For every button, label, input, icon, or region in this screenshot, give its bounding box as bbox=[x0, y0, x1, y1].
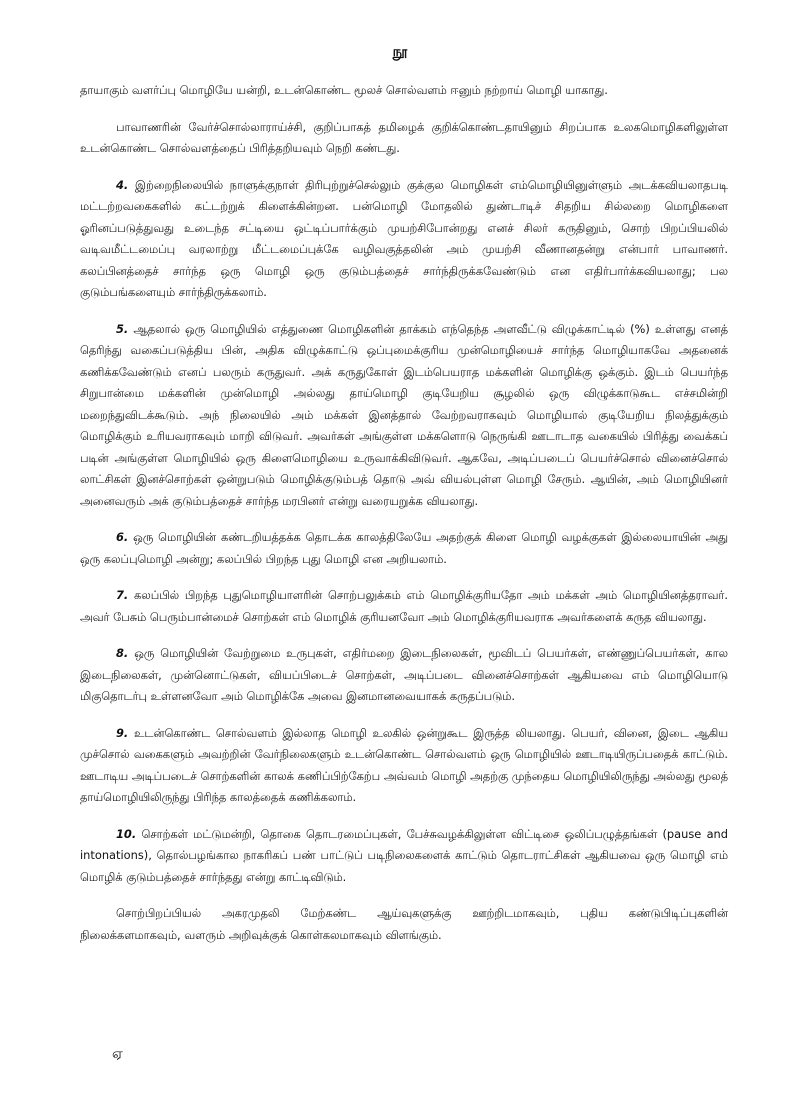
paragraph-number: 10. bbox=[116, 826, 137, 841]
paragraph-number: 5. bbox=[116, 321, 129, 336]
page-number: நூ bbox=[392, 44, 408, 60]
paragraph-number: 7. bbox=[116, 588, 129, 602]
paragraph bbox=[80, 175, 728, 304]
paragraph-text: உடன்கொண்ட சொல்வளம் இல்லாத மொழி உலகில் ஒன்றுகூட இருத்த லியலாது. பெயர், வினை, இடை ஆகிய முச்சொல் வகைகளும் அவற்றின் வேர்நிலைகளும் உடன்கொண்ட சொல்வளம் ஒரு மொழியில் ஊடாடியிருப்பதைக் காட்டும். ஊடாடிய அடிப்படைச் சொற்களின் காலக் கணிப்பிற்கேற்ப அவ்வம் மொழி அதற்கு முந்தைய மொழியிலிருந்து அல்லது மூலத் தாய்மொழியிலிருந்து பிரிந்த காலத்தைக் கணிக்கலாம். bbox=[80, 725, 729, 804]
paragraph bbox=[80, 117, 728, 160]
paragraph-text: ஆதலால் ஒரு மொழியில் எத்துணை மொழிகளின் தாக்கம் எந்தெந்த அளவீட்டு விழுக்காட்டில் (%) உள்ளது எனத் தெரிந்து வகைப்படுத்திய பின், அதிக விழுக்காட்டு ஒப்புமைக்குரிய முன்மொழியைச் சார்ந்த மொழியாகவே அதனைக் கணிக்கவேண்டும் எனப் பலரும் கருதுவர். அக் கருதுகோள் இடம்பெயராத மக்களின் மொழிக்கு ஒக்கும். இடம் பெயர்ந்த சிறுபான்மை மக்களின் முன்மொழி அல்லது தாய்மொழி குடியேறிய சூழலில் ஒரு விழுக்காடுகூட எச்சமின்றி மறைந்துவிடக்கூடும். அந் நிலையில் அம் மக்கள் இனத்தால் வேற்றவராகவும் மொழியால் குடியேறிய நிலத்துக்கும் மொழிக்கும் உரியவராகவும் மாறி விடுவர். அவர்கள் அங்குள்ள மக்களொடு நெருங்கி ஊடாடாத வகையில் பிரித்து வைக்கப் படின் அங்குள்ள மொழியில் ஒரு கிளைமொழியை உருவாக்கிவிடுவர். ஆகவே, அடிப்படைப் பெயர்ச்சொல் வினைச்சொல் லாட்சிகள் இனச்சொற்கள் ஒன்றுபடும் மொழிக்குடும்பத் தொடு அவ் வியல்புள்ள மொழி சேரும். ஆயின், அம் மொழியினர் அனைவரும் அக் குடும்பத்தைச் சார்ந்த மரபினர் என்று வரையறுக்க வியலாது. bbox=[80, 321, 728, 508]
paragraph bbox=[80, 824, 728, 889]
paragraph-text: ஒரு மொழியின் கண்டறியத்தக்க தொடக்க காலத்திலேயே அதற்குக் கிளை மொழி வழக்குகள் இல்லையாயின் அது ஒரு கலப்புமொழி அன்று; கலப்பில் பிறந்த புது மொழி என அறியலாம். bbox=[80, 530, 728, 566]
paragraph bbox=[80, 643, 728, 708]
paragraph-text: சொற்பிறப்பியல் அகரமுதலி மேற்கண்ட ஆய்வுகளுக்கு ஊற்றிடமாகவும், புதிய கண்டுபிடிப்புகளின் நிலைக்களமாகவும், வளரும் அறிவுக்குக் கொள்கலமாகவும் விளங்கும். bbox=[80, 906, 728, 942]
paragraph-text: கலப்பில் பிறந்த புதுமொழியாளரின் சொற்பலுக்கம் எம் மொழிக்குரியதோ அம் மக்கள் அம் மொழியினத்தராவர். அவர் பேசும் பெரும்பான்மைச் சொற்கள் எம் மொழிக் குரியனவோ அம் மொழிக்குரியவராக அவர்களைக் கருத வியலாது. bbox=[80, 588, 728, 624]
paragraph-number: 8. bbox=[116, 646, 129, 660]
paragraph bbox=[80, 80, 728, 102]
paragraph-text: பாவாணரின் வேர்ச்சொல்லாராய்ச்சி, குறிப்பாகத் தமிழைக் குறிக்கொண்டதாயினும் சிறப்பாக உலகமொழிகளிலுள்ள உடன்கொண்ட சொல்வளத்தைப் பிரித்தறியவும் நெறி கண்டது. bbox=[80, 119, 728, 155]
paragraph-number: 6. bbox=[116, 530, 129, 544]
paragraph bbox=[80, 527, 728, 570]
paragraph bbox=[80, 723, 728, 809]
paragraph bbox=[80, 585, 728, 628]
body-text bbox=[80, 80, 728, 961]
paragraph bbox=[80, 319, 728, 513]
paragraph-text: ஒரு மொழியின் வேற்றுமை உருபுகள், எதிர்மறை இடைநிலைகள், மூவிடப் பெயர்கள், எண்ணுப்பெயர்கள், கால இடைநிலைகள், முன்னொட்டுகள், வியப்பிடைச் சொற்கள், அடிப்படை வினைச்சொற்கள் ஆகியவை எம் மொழியொடு மிகுதொடர்பு உள்ளனவோ அம் மொழிக்கே அவை இனமானவையாகக் கருதப்படும். bbox=[80, 646, 728, 703]
paragraph-text: சொற்கள் மட்டுமன்றி, தொகை தொடரமைப்புகள், பேச்சுவழக்கிலுள்ள விட்டிசை ஒலிப்பழுத்தங்கள் (pause and intonations), தொல்பழங்கால நாகரிகப் பண் பாட்டுப் படிநிலைகளைக் காட்டும் தொடராட்சிகள் ஆகியவை ஒரு மொழி எம் மொழிக் குடும்பத்தைச் சார்ந்தது என்று காட்டிவிடும். bbox=[80, 826, 729, 884]
paragraph-text: இற்றைநிலையில் நாளுக்குநாள் திரிபுற்றுச்செல்லும் குக்குல மொழிகள் எம்மொழியினுள்ளும் அடக்கவியலாதபடி மட்டற்றவகைகளில் கட்டற்றுக் கிளைக்கின்றன. பன்மொழி மோதலில் துண்டாடிச் சிதறிய சில்லறை மொழிகளை ஓரினப்படுத்துவது உடைந்த சட்டியை ஒட்டிப்பார்க்கும் முயற்சிபோன்றது எனச் சிலர் கருதினும், சொற் பிறப்பியலில் வடிவமீட்டமைப்பு வரலாற்று மீட்டமைப்புக்கே வழிவகுத்தலின் அம் முயற்சி வீணானதன்று என்பார் பாவாணர். கலப்பினத்தைச் சார்ந்த ஒரு மொழி ஒரு குடும்பத்தைச் சார்ந்திருக்கவேண்டும் என எதிர்பார்க்கவியலாது; பல குடும்பங்களையும் சார்ந்திருக்கலாம். bbox=[80, 177, 728, 299]
paragraph-number: 4. bbox=[116, 177, 129, 192]
paragraph bbox=[80, 903, 728, 946]
paragraph-number: 9. bbox=[116, 725, 129, 740]
paragraph-text: தாயாகும் வளர்ப்பு மொழியே யன்றி, உடன்கொண்ட மூலச் சொல்வளம் ஈனும் நற்றாய் மொழி யாகாது. bbox=[80, 83, 608, 97]
page-footer-mark: ஏ bbox=[112, 1046, 123, 1062]
